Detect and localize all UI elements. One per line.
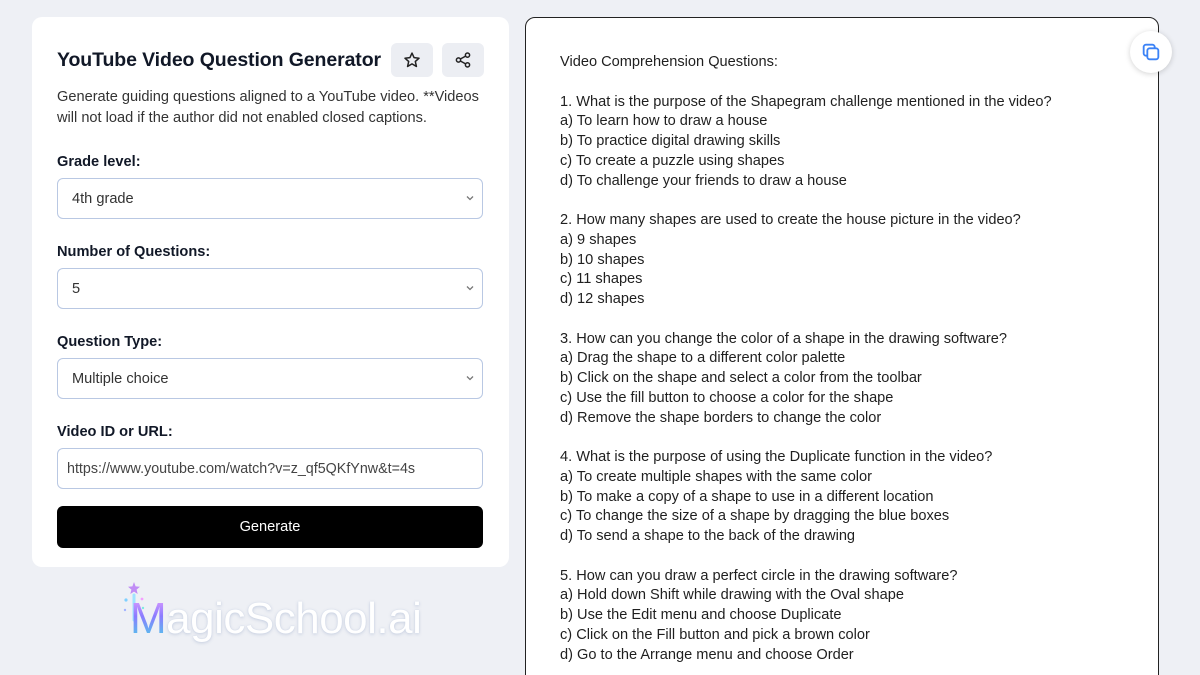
video-url-label: Video ID or URL: <box>57 424 173 440</box>
share-icon <box>454 51 472 69</box>
star-icon <box>403 51 421 69</box>
logo-text <box>130 594 421 644</box>
num-questions-select[interactable] <box>57 268 483 309</box>
logo-rest: agicSchool.ai <box>166 594 422 643</box>
title-row <box>57 43 484 77</box>
logo-first-letter: M <box>130 594 167 643</box>
tool-form-card <box>32 17 509 567</box>
copy-icon <box>1140 41 1162 63</box>
chevron-down-icon <box>464 192 476 204</box>
grade-level-select[interactable] <box>57 178 483 219</box>
generate-button[interactable]: Generate <box>57 506 483 548</box>
tool-title: YouTube Video Question Generator <box>57 48 382 71</box>
question-type-value: Multiple choice <box>72 370 169 387</box>
num-questions-label: Number of Questions: <box>57 244 211 260</box>
video-url-input[interactable] <box>57 448 483 489</box>
question-type-label: Question Type: <box>57 334 163 350</box>
output-panel <box>525 17 1159 675</box>
generated-questions-text: Video Comprehension Questions: 1. What is the purpose of the Shapegram challenge mentioned in the video? a) To learn how to draw a house b) To practice digital drawing skills c) To create a puzzle using shapes d) To challenge your friends to draw a house 2. How many shapes are used to create the house picture in the video? a) 9 shapes b) 10 shapes c) 11 shapes d) 12 shapes 3. How can you change the color of a shape in the drawing software? a) Drag the shape to a different color palette b) Click on the shape and select a color from the toolbar c) Use the fill button to choose a color for the shape d) Remove the shape borders to change the color 4. What is the purpose of using the Duplicate function in the video? a) To create multiple shapes with the same color b) To make a copy of a shape to use in a different location c) To change the size of a shape by dragging the blue boxes d) To send a shape to the back of the drawing 5. How can you draw a perfect circle in the drawing software? a) Hold down Shift while drawing with the Oval shape b) Use the Edit menu and choose Duplicate c) Click on the Fill button and pick a brown color d) Go to the Arrange menu and choose Order <box>560 54 1052 663</box>
num-questions-value: 5 <box>72 280 81 297</box>
magicschool-logo <box>120 580 440 655</box>
chevron-down-icon <box>464 372 476 384</box>
grade-level-label: Grade level: <box>57 154 141 170</box>
favorite-button[interactable] <box>391 43 433 77</box>
question-type-select[interactable] <box>57 358 483 399</box>
share-button[interactable] <box>442 43 484 77</box>
grade-level-value: 4th grade <box>72 190 134 207</box>
chevron-down-icon <box>464 282 476 294</box>
tool-description: Generate guiding questions aligned to a YouTube video. **Videos will not load if the author did not enabled closed captions. <box>57 89 479 126</box>
copy-button[interactable] <box>1130 31 1172 73</box>
